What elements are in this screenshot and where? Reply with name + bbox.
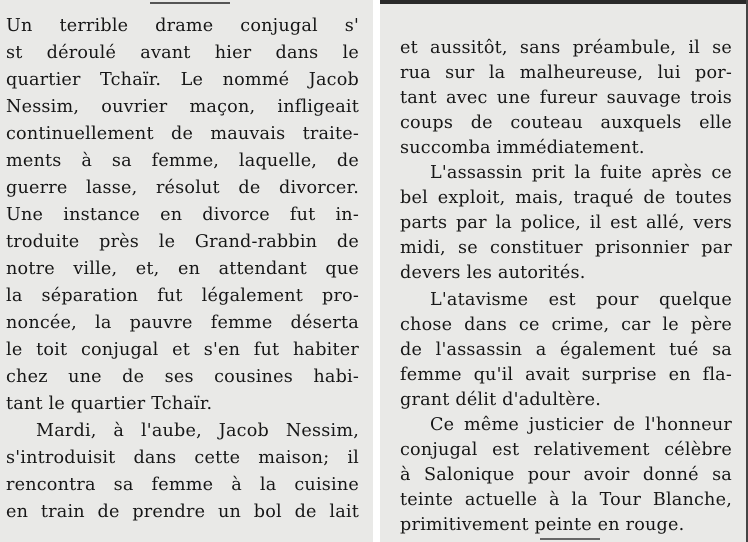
text-line: la séparation fut légalement pro- bbox=[6, 286, 359, 306]
text-line: midi, se constituer prisonnier par bbox=[400, 238, 732, 258]
text-line: Un terrible drame conjugal s' bbox=[6, 16, 359, 36]
text-line: succomba immédiatement. bbox=[400, 138, 645, 158]
text-line: chez une de ses cousines habi- bbox=[6, 367, 359, 387]
text-line: Mardi, à l'aube, Jacob Nessim, bbox=[36, 421, 359, 441]
text-line: chose dans ce crime, car le père bbox=[400, 315, 732, 335]
text-line: L'assassin prit la fuite après ce bbox=[430, 163, 732, 183]
text-line: tant le quartier Tchaïr. bbox=[6, 394, 213, 414]
text-line: tant avec une fureur sauvage trois bbox=[400, 88, 732, 108]
top-rule bbox=[150, 2, 230, 4]
text-line: conjugal est relativement célèbre bbox=[400, 440, 732, 460]
text-line: grant délit d'adultère. bbox=[400, 390, 602, 410]
text-line: le toit conjugal et s'en fut habiter bbox=[6, 340, 359, 360]
text-line: Ce même justicier de l'honneur bbox=[430, 415, 732, 435]
text-line: de l'assassin a également tué sa bbox=[400, 340, 732, 360]
text-line: femme qu'il avait surprise en fla- bbox=[400, 365, 732, 385]
top-rule bbox=[380, 0, 748, 4]
text-line: Nessim, ouvrier maçon, infligeait bbox=[6, 97, 359, 117]
text-line: troduite près le Grand-rabbin de bbox=[6, 232, 359, 252]
column-divider bbox=[375, 0, 378, 542]
left-column-clipping bbox=[0, 0, 373, 542]
bottom-rule bbox=[540, 538, 600, 540]
text-line: L'atavisme est pour quelque bbox=[430, 290, 732, 310]
text-line: rua sur la malheureuse, lui por- bbox=[400, 63, 732, 83]
text-line: teinte actuelle à la Tour Blanche, bbox=[400, 490, 732, 510]
text-line: parts par la police, il est allé, vers bbox=[400, 213, 732, 233]
text-line: st déroulé avant hier dans le bbox=[6, 43, 359, 63]
text-line: quartier Tchaïr. Le nommé Jacob bbox=[6, 70, 359, 90]
text-line: à Salonique pour avoir donné sa bbox=[400, 465, 732, 485]
right-column-clipping bbox=[380, 0, 748, 542]
text-line: bel exploit, mais, traqué de toutes bbox=[400, 188, 732, 208]
text-line: en train de prendre un bol de lait bbox=[6, 502, 359, 522]
text-line: continuellement de mauvais traite- bbox=[6, 124, 359, 144]
text-line: guerre lasse, résolut de divorcer. bbox=[6, 178, 359, 198]
text-line: devers les autorités. bbox=[400, 263, 586, 283]
text-line: s'introduisit dans cette maison; il bbox=[6, 448, 359, 468]
text-line: primitivement peinte en rouge. bbox=[400, 515, 685, 535]
text-line: rencontra sa femme à la cuisine bbox=[6, 475, 359, 495]
text-line: notre ville, et, en attendant que bbox=[6, 259, 359, 279]
text-line: ments à sa femme, laquelle, de bbox=[6, 151, 359, 171]
text-line: Une instance en divorce fut in- bbox=[6, 205, 359, 225]
text-line: et aussitôt, sans préambule, il se bbox=[400, 38, 732, 58]
text-line: coups de couteau auxquels elle bbox=[400, 113, 732, 133]
text-line: noncée, la pauvre femme déserta bbox=[6, 313, 359, 333]
